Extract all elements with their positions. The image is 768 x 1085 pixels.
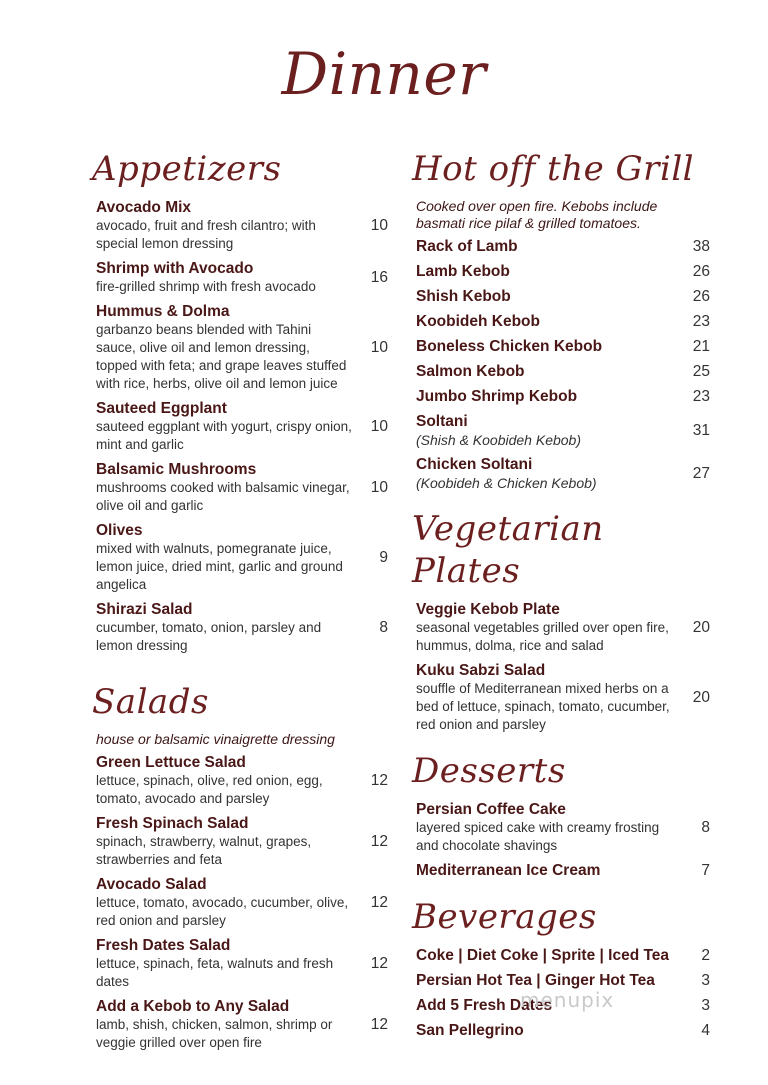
menu-item-price: 8 bbox=[379, 618, 388, 636]
menu-item-description: garbanzo beans blended with Tahini sauce, olive oil and lemon dressing, topped with feta; and grape leaves stuffed with rice, herbs, olive oil and lemon juice bbox=[96, 322, 347, 391]
menu-item bbox=[96, 259, 388, 296]
grill-note: Cooked over open fire. Kebobs include basmati rice pilaf & grilled tomatoes. bbox=[416, 198, 658, 231]
menu-item-name: Chicken Soltani bbox=[416, 456, 533, 473]
grill-section bbox=[412, 148, 710, 492]
menu-item-name: Avocado Mix bbox=[96, 199, 192, 216]
menu-item-price: 3 bbox=[701, 971, 710, 989]
menu-item-price: 16 bbox=[370, 268, 388, 286]
menu-item-description: lettuce, spinach, olive, red onion, egg, tomato, avocado and parsley bbox=[96, 773, 323, 806]
vegetarian-list bbox=[416, 600, 710, 734]
menu-item-subtitle: (Koobideh & Chicken Kebob) bbox=[416, 475, 597, 491]
menu-item-price: 23 bbox=[692, 387, 710, 405]
menu-item bbox=[416, 455, 710, 492]
menu-item bbox=[96, 460, 388, 515]
menu-item bbox=[96, 198, 388, 253]
menu-item-text bbox=[416, 262, 676, 281]
menu-item-text bbox=[96, 399, 354, 454]
menu-item-name: Add a Kebob to Any Salad bbox=[96, 998, 290, 1015]
menu-item-description: mushrooms cooked with balsamic vinegar, olive oil and garlic bbox=[96, 480, 350, 513]
menu-item-text bbox=[416, 661, 676, 734]
menu-item-text bbox=[96, 460, 354, 515]
menu-item-description: avocado, fruit and fresh cilantro; with special lemon dressing bbox=[96, 218, 316, 251]
salads-list bbox=[96, 753, 388, 1052]
menu-item-price: 9 bbox=[379, 548, 388, 566]
menu-item bbox=[416, 861, 710, 880]
menu-item-text bbox=[416, 1021, 676, 1040]
menu-item-price: 21 bbox=[692, 337, 710, 355]
menu-item-name: Shirazi Salad bbox=[96, 601, 193, 618]
menu-item-text bbox=[96, 814, 354, 869]
menu-item bbox=[416, 312, 710, 331]
menu-item-text bbox=[96, 259, 354, 296]
menu-item-text bbox=[416, 362, 676, 381]
menu-item-description: sauteed eggplant with yogurt, crispy onion, mint and garlic bbox=[96, 419, 352, 452]
menu-item-price: 12 bbox=[370, 893, 388, 911]
menu-item-name: Shrimp with Avocado bbox=[96, 260, 254, 277]
menu-item-price: 10 bbox=[370, 216, 388, 234]
menu-item-name: Rack of Lamb bbox=[416, 238, 518, 255]
appetizers-section bbox=[92, 148, 388, 655]
menu-item-text bbox=[96, 302, 354, 393]
menu-item-name: Hummus & Dolma bbox=[96, 303, 230, 320]
menu-item-price: 23 bbox=[692, 312, 710, 330]
desserts-title: Desserts bbox=[412, 751, 566, 791]
menu-item-price: 20 bbox=[692, 688, 710, 706]
menu-item-description: mixed with walnuts, pomegranate juice, lemon juice, dried mint, garlic and ground angelica bbox=[96, 541, 343, 592]
menu-item bbox=[96, 399, 388, 454]
menu-item bbox=[416, 237, 710, 256]
menu-item-text bbox=[416, 600, 676, 655]
menu-item bbox=[96, 600, 388, 655]
menu-item bbox=[96, 875, 388, 930]
menu-item bbox=[96, 521, 388, 594]
menu-item-price: 12 bbox=[370, 832, 388, 850]
grill-title: Hot off the Grill bbox=[412, 149, 695, 189]
salads-title: Salads bbox=[92, 682, 209, 722]
beverages-section bbox=[412, 896, 710, 1040]
menu-item bbox=[96, 302, 388, 393]
menu-item bbox=[416, 337, 710, 356]
menu-item bbox=[96, 997, 388, 1052]
menu-item-name: Mediterranean Ice Cream bbox=[416, 862, 601, 879]
menu-item bbox=[416, 262, 710, 281]
menu-item-subtitle: (Shish & Koobideh Kebob) bbox=[416, 432, 581, 448]
beverages-title: Beverages bbox=[412, 897, 597, 937]
menu-item-price: 12 bbox=[370, 954, 388, 972]
menu-item bbox=[416, 661, 710, 734]
menu-item-text bbox=[96, 753, 354, 808]
menu-item-description: layered spiced cake with creamy frosting and chocolate shavings bbox=[416, 820, 660, 853]
menu-item-text bbox=[416, 455, 676, 492]
menu-item-description: spinach, strawberry, walnut, grapes, strawberries and feta bbox=[96, 834, 312, 867]
menu-item-text bbox=[416, 387, 676, 406]
menu-item-text bbox=[416, 946, 676, 965]
menu-item-price: 31 bbox=[692, 421, 710, 439]
menu-item-text bbox=[96, 936, 354, 991]
menu-item-name: Boneless Chicken Kebob bbox=[416, 338, 603, 355]
menu-item bbox=[416, 387, 710, 406]
menu-item bbox=[96, 753, 388, 808]
menu-item-name: Fresh Spinach Salad bbox=[96, 815, 249, 832]
menu-item-text bbox=[416, 287, 676, 306]
menu-item-price: 27 bbox=[692, 464, 710, 482]
menu-item-price: 12 bbox=[370, 1015, 388, 1033]
left-column bbox=[92, 148, 388, 1058]
menu-item-text bbox=[96, 521, 354, 594]
menu-item-price: 4 bbox=[701, 1021, 710, 1039]
menu-item-name: Salmon Kebob bbox=[416, 363, 525, 380]
salads-note: house or balsamic vinaigrette dressing bbox=[96, 731, 335, 747]
menu-item bbox=[416, 412, 710, 449]
menu-item-price: 26 bbox=[692, 262, 710, 280]
menu-item-price: 10 bbox=[370, 478, 388, 496]
menu-item bbox=[416, 1021, 710, 1040]
menu-item-price: 7 bbox=[701, 861, 710, 879]
menu-item-price: 26 bbox=[692, 287, 710, 305]
menu-item-text bbox=[416, 237, 676, 256]
menu-item-price: 38 bbox=[692, 237, 710, 255]
vegetarian-title: Vegetarian Plates bbox=[412, 509, 604, 591]
menu-item-text bbox=[96, 600, 354, 655]
menu-item-price: 10 bbox=[370, 417, 388, 435]
menu-item-price: 10 bbox=[370, 338, 388, 356]
menu-item-text bbox=[416, 312, 676, 331]
menu-item-description: lamb, shish, chicken, salmon, shrimp or veggie grilled over open fire bbox=[96, 1017, 333, 1050]
menu-item-name: Fresh Dates Salad bbox=[96, 937, 231, 954]
menu-item-name: Lamb Kebob bbox=[416, 263, 510, 280]
menu-item bbox=[416, 287, 710, 306]
menu-item-text bbox=[416, 800, 676, 855]
menu-item-text bbox=[96, 198, 354, 253]
menu-item-price: 8 bbox=[701, 818, 710, 836]
menu-item-name: Coke | Diet Coke | Sprite | Iced Tea bbox=[416, 947, 670, 964]
menu-item-name: Persian Hot Tea | Ginger Hot Tea bbox=[416, 972, 655, 989]
menu-item-name: Balsamic Mushrooms bbox=[96, 461, 257, 478]
menu-item-name: Kuku Sabzi Salad bbox=[416, 662, 546, 679]
page-title: Dinner bbox=[281, 40, 487, 108]
menu-item-price: 25 bbox=[692, 362, 710, 380]
menu-item bbox=[96, 936, 388, 991]
menu-item bbox=[416, 362, 710, 381]
menu-item-name: Persian Coffee Cake bbox=[416, 801, 566, 818]
appetizers-list bbox=[96, 198, 388, 655]
menu-item-name: Veggie Kebob Plate bbox=[416, 601, 560, 618]
menu-item bbox=[416, 600, 710, 655]
menu-item-name: Add 5 Fresh Dates bbox=[416, 997, 553, 1014]
vegetarian-section bbox=[412, 508, 710, 734]
menu-item-name: San Pellegrino bbox=[416, 1022, 524, 1039]
menu-item-name: Soltani bbox=[416, 413, 468, 430]
menu-item-price: 12 bbox=[370, 771, 388, 789]
menu-item-description: souffle of Mediterranean mixed herbs on a bed of lettuce, spinach, tomato, cucumber, red onion and parsley bbox=[416, 681, 670, 732]
menu-item-price: 20 bbox=[692, 618, 710, 636]
menu-item-text bbox=[96, 875, 354, 930]
watermark: menupix bbox=[520, 988, 615, 1012]
menu-item-description: lettuce, tomato, avocado, cucumber, olive, red onion and parsley bbox=[96, 895, 349, 928]
menu-item-name: Olives bbox=[96, 522, 143, 539]
menu-item-name: Shish Kebob bbox=[416, 288, 511, 305]
menu-item-text bbox=[416, 337, 676, 356]
menu-item-description: fire-grilled shrimp with fresh avocado bbox=[96, 279, 316, 294]
menu-item-description: seasonal vegetables grilled over open fire, hummus, dolma, rice and salad bbox=[416, 620, 669, 653]
menu-item-description: lettuce, spinach, feta, walnuts and fresh dates bbox=[96, 956, 334, 989]
menu-item-name: Koobideh Kebob bbox=[416, 313, 540, 330]
menu-item-price: 2 bbox=[701, 946, 710, 964]
menu-item-description: cucumber, tomato, onion, parsley and lemon dressing bbox=[96, 620, 322, 653]
salads-section bbox=[92, 681, 388, 1052]
menu-item bbox=[96, 814, 388, 869]
menu-item-name: Jumbo Shrimp Kebob bbox=[416, 388, 578, 405]
menu-item-text bbox=[416, 861, 676, 880]
desserts-list bbox=[416, 800, 710, 880]
right-column bbox=[412, 148, 710, 1046]
grill-list bbox=[416, 237, 710, 492]
desserts-section bbox=[412, 750, 710, 880]
menu-item-name: Sauteed Eggplant bbox=[96, 400, 227, 417]
menu-item bbox=[416, 946, 710, 965]
appetizers-title: Appetizers bbox=[92, 149, 282, 189]
menu-item-name: Avocado Salad bbox=[96, 876, 207, 893]
menu-item-name: Green Lettuce Salad bbox=[96, 754, 246, 771]
menu-item-price: 3 bbox=[701, 996, 710, 1014]
menu-item-text bbox=[96, 997, 354, 1052]
menu-item bbox=[416, 800, 710, 855]
menu-item-text bbox=[416, 412, 676, 449]
